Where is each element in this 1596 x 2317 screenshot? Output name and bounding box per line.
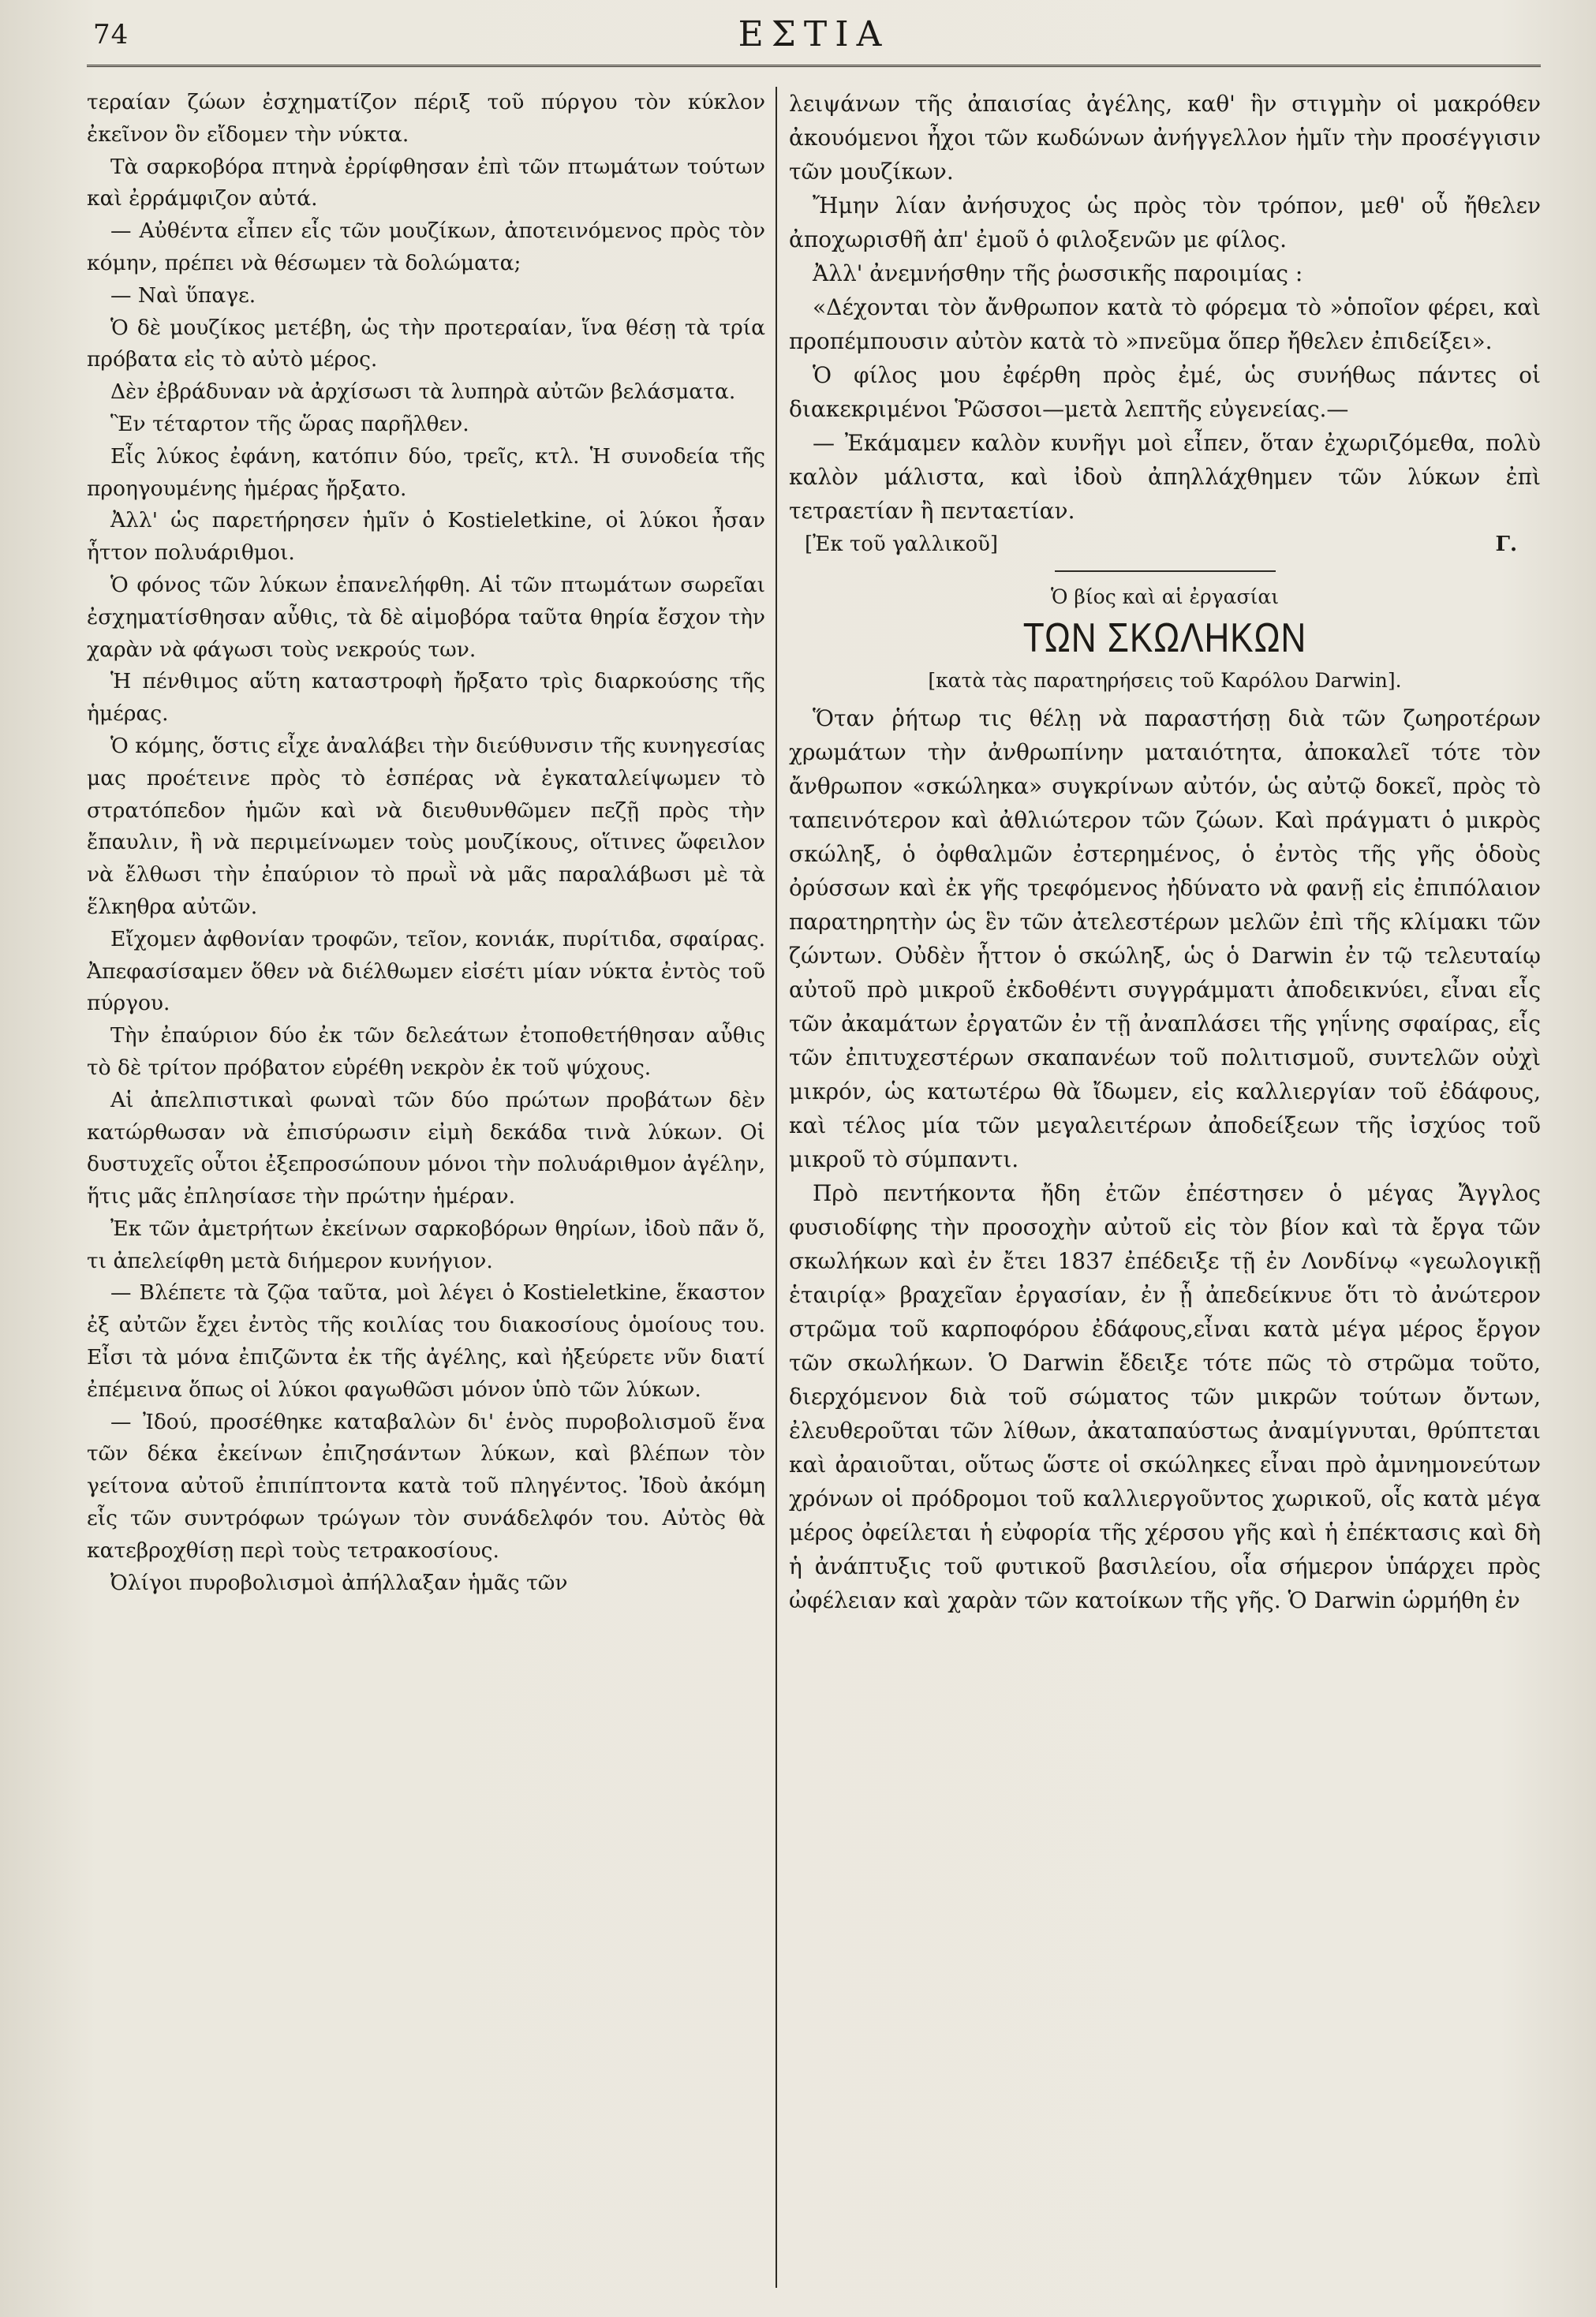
paragraph: Εἷς λύκος ἐφάνη, κατόπιν δύο, τρεῖς, κτλ. Ἡ συνοδεία τῆς προηγουμένης ἡμέρας ἤρξατο.: [87, 443, 765, 501]
paragraph: Ἐκ τῶν ἀμετρήτων ἐκείνων σαρκοβόρων θηρίων, ἰδοὺ πᾶν ὅ, τι ἀπελείφθη μετὰ διήμερον κυνήγιον.: [87, 1216, 765, 1273]
paragraph: — Αὐθέντα εἶπεν εἷς τῶν μουζίκων, ἀποτεινόμενος πρὸς τὸν κόμην, πρέπει νὰ θέσωμεν τὰ δολώματα;: [87, 219, 765, 275]
right-column: [789, 87, 1541, 2301]
paragraph: τεραίαν ζώων ἐσχηματίζον πέριξ τοῦ πύργου τὸν κύκλον ἐκεῖνον ὃν εἴδομεν τὴν νύκτα.: [87, 90, 765, 147]
paragraph: Ὁ κόμης, ὅστις εἶχε ἀναλάβει τὴν διεύθυνσιν τῆς κυνηγεσίας μας προέτεινε πρὸς τὸ ἑσπέρας νὰ ἐγκαταλείψωμεν τὸ στρατόπεδον ἡμῶν καὶ νὰ διευθυνθῶμεν πεζῇ πρὸς τὴν ἔπαυλιν, ἢ νὰ περιμείνωμεν τοὺς μουζίκους, οἵτινες ὤφειλον νὰ ἔλθωσι τὴν ἐπαύριον τὸ πρωῒ νὰ μᾶς παραλάβωσι μὲ τὰ ἕλκηθρα αὐτῶν.: [87, 733, 765, 919]
paragraph: Ὅταν ῥήτωρ τις θέλῃ νὰ παραστήσῃ διὰ τῶν ζωηροτέρων χρωμάτων τὴν ἀνθρωπίνην ματαιότητα, ἀποκαλεῖ τότε τὸν ἄνθρωπον «σκώληκα» συγκρίνων αὐτόν, ὡς αὐτῷ δοκεῖ, πρὸς τὸ ταπεινότερον καὶ ἀθλιώτερον τῶν ζώων. Καὶ πράγματι ὁ μικρὸς σκώληξ, ὁ ὀφθαλμῶν ἐστερημένος, ὁ ἐντὸς τῆς γῆς ὁδοὺς ὀρύσσων καὶ ἐκ γῆς τρεφόμενος ἠδύνατο νὰ φανῇ εἰς ἐπιπόλαιον παρατηρητὴν ὡς ἓν τῶν ἀτελεστέρων μελῶν ἐπὶ τῆς κλίμακι τῶν ζώντων. Οὐδὲν ἧττον ὁ σκώληξ, ὡς ὁ Darwin ἐν τῷ τελευταίῳ αὐτοῦ πρὸ μικροῦ ἐκδοθέντι συγγράμματι ἀποδεικνύει, εἶναι εἷς τῶν ἀκαμάτων ἐργατῶν ἐν τῇ ἀναπλάσει τῆς γηΐνης σφαίρας, εἷς τῶν ἐπιτυχεστέρων σκαπανέων τοῦ πολιτισμοῦ, συντελῶν οὐχὶ μικρόν, ὡς κατωτέρω θὰ ἴδωμεν, εἰς καλλιεργίαν τοῦ ἐδάφους, καὶ τέλος μία τῶν μεγαλειτέρων ἀποδείξεων τῆς ἰσχύος τοῦ μικροῦ τὸ σύμπαντι.: [789, 705, 1541, 1172]
paragraph: Ὁ δὲ μουζίκος μετέβη, ὡς τὴν προτεραίαν, ἵνα θέσῃ τὰ τρία πρόβατα εἰς τὸ αὐτὸ μέρος.: [87, 315, 765, 372]
paragraph: Τὴν ἐπαύριον δύο ἐκ τῶν δελεάτων ἐτοποθετήθησαν αὖθις τὸ δὲ τρίτον πρόβατον εὑρέθη νεκρὸν ἐκ τοῦ ψύχους.: [87, 1023, 765, 1080]
paragraph: — Βλέπετε τὰ ζῷα ταῦτα, μοὶ λέγει ὁ Kostieletkine, ἕκαστον ἐξ αὐτῶν ἔχει ἐντὸς τῆς κοιλίας του διακοσίους ὁμοίους του. Εἶσι τὰ μόνα ἐπιζῶντα ἐκ τῆς ἀγέλης, καὶ ἠξεύρετε νῦν διατί ἐπέμεινα ὅπως οἱ λύκοι φαγωθῶσι μόνον ὑπὸ τῶν λύκων.: [87, 1280, 765, 1402]
proverb-quote: «Δέχονται τὸν ἄνθρωπον κατὰ τὸ φόρεμα τὸ »ὁποῖον φέρει, καὶ προπέμπουσιν αὐτὸν κατὰ τὸ »πνεῦμα ὅπερ ἤθελεν ἐπιδείξει».: [789, 294, 1541, 354]
paragraph: Ἀλλ' ἀνεμνήσθην τῆς ῥωσσικῆς παροιμίας :: [813, 260, 1303, 286]
page-number: 74: [93, 19, 129, 50]
paragraph: λειψάνων τῆς ἀπαισίας ἀγέλης, καθ' ἣν στιγμὴν οἱ μακρόθεν ἀκουόμενοι ἦχοι τῶν κωδώνων ἀνήγγελλον ἡμῖν τὴν προσέγγισιν τῶν μουζίκων.: [789, 91, 1541, 185]
paragraph: Ὁ φόνος τῶν λύκων ἐπανελήφθη. Αἱ τῶν πτωμάτων σωρεῖαι ἐσχηματίσθησαν αὖθις, τὰ δὲ αἱμοβόρα ταῦτα θηρία ἔσχον τὴν χαρὰν νὰ φάγωσι τοὺς νεκρούς των.: [87, 572, 765, 662]
paragraph: Ὀλίγοι πυροβολισμοὶ ἀπήλλαξαν ἡμᾶς τῶν: [110, 1570, 568, 1595]
paragraph: Ἀλλ' ὡς παρετήρησεν ἡμῖν ὁ Kostieletkine, οἱ λύκοι ἦσαν ἧττον πολυάριθμοι.: [87, 508, 765, 566]
article-title: ΤΩΝ ΣΚΩΛΗΚΩΝ: [1022, 615, 1307, 661]
left-column: [87, 87, 765, 2301]
source-line: [789, 528, 1541, 561]
header-rule: [87, 65, 1541, 67]
paragraph: Τὰ σαρκοβόρα πτηνὰ ἐρρίφθησαν ἐπὶ τῶν πτωμάτων τούτων καὶ ἐρράμφιζον αὐτά.: [87, 154, 765, 211]
source-note: [Ἐκ τοῦ γαλλικοῦ]: [805, 533, 999, 556]
paragraph: Ἓν τέταρτον τῆς ὥρας παρῆλθεν.: [110, 411, 469, 436]
article-subtitle: [κατὰ τὰς παρατηρήσεις τοῦ Καρόλου Darwin].: [928, 669, 1402, 692]
paragraph: Αἱ ἀπελπιστικαὶ φωναὶ τῶν δύο πρώτων προβάτων δὲν κατώρθωσαν νὰ ἐπισύρωσιν εἰμὴ δεκάδα τινὰ λύκων. Οἱ δυστυχεῖς οὗτοι ἐξεπροσώπουν μόνοι τὴν πολυάριθμον ἀγέλην, ἥτις μᾶς ἐπλησίασε τὴν πρώτην ἡμέραν.: [87, 1087, 765, 1209]
paragraph: Πρὸ πεντήκοντα ἤδη ἐτῶν ἐπέστησεν ὁ μέγας Ἄγγλος φυσιοδίφης τὴν προσοχὴν αὐτοῦ εἰς τὸν βίον καὶ τὰ ἔργα τῶν σκωλήκων καὶ ἐν ἔτει 1837 ἐπέδειξε τῇ ἐν Λονδίνῳ «γεωλογικῇ ἑταιρίᾳ» βραχεῖαν ἐργασίαν, ἐν ᾗ ἀπεδείκνυε ὅτι τὸ ἀνώτερον στρῶμα τοῦ καρποφόρου ἐδάφους,εἶναι κατὰ μέγα μέρος ἔργον τῶν σκωλήκων. Ὁ Darwin ἔδειξε τότε πῶς τὸ στρῶμα τοῦτο, διερχόμενον διὰ τοῦ σώματος τῶν μικρῶν τούτων ὄντων, ἐλευθεροῦται τῶν λίθων, ἀκαταπαύστως ἀναμίγνυται, θρύπτεται καὶ ἀραιοῦται, οὕτως ὥστε οἱ σκώληκες εἶναι πρὸ ἀμνημονεύτων χρόνων οἱ πρόδρομοι τοῦ καλλιεργοῦντος χωρικοῦ, οἷς κατὰ μέγα μέρος ὀφείλεται ἡ εὐφορία τῆς χέρσου γῆς καὶ ἡ ἐπέκτασις καὶ δὴ ἡ ἀνάπτυξις τοῦ φυτικοῦ βασιλείου, οἷα σήμερον ὑπάρχει πρὸς ὠφέλειαν καὶ χαρὰν τῶν κατοίκων τῆς γῆς. Ὁ Darwin ὡρμήθη ἐν: [789, 1180, 1541, 1613]
paragraph: Εἴχομεν ἀφθονίαν τροφῶν, τεῖον, κονιάκ, πυρίτιδα, σφαίρας. Ἀπεφασίσαμεν ὅθεν νὰ διέλθωμεν εἰσέτι μίαν νύκτα ἐντὸς τοῦ πύργου.: [87, 926, 765, 1016]
paragraph: Ἤμην λίαν ἀνήσυχος ὡς πρὸς τὸν τρόπον, μεθ' οὗ ἤθελεν ἀποχωρισθῆ ἀπ' ἐμοῦ ὁ φιλοξενῶν με φίλος.: [789, 192, 1541, 252]
paragraph: — Ἰδού, προσέθηκε καταβαλὼν δι' ἑνὸς πυροβολισμοῦ ἕνα τῶν δέκα ἐκείνων ἐπιζησάντων λύκων, καὶ βλέπων τὸν γείτονα αὐτοῦ ἐπιπίπτοντα κατὰ τοῦ πληγέντος. Ἰδοὺ ἀκόμη εἷς τῶν συντρόφων τρώγων τὸν συνάδελφόν του. Αὐτὸς θὰ κατεβροχθίσῃ περὶ τοὺς τετρακοσίους.: [87, 1409, 765, 1563]
article-pretitle: Ὁ βίος καὶ αἱ ἐργασίαι: [1050, 585, 1280, 608]
paragraph: Ὁ φίλος μου ἐφέρθη πρὸς ἐμέ, ὡς συνήθως πάντες οἱ διακεκριμένοι Ῥῶσσοι—μετὰ λεπτῆς εὐγενείας.—: [789, 362, 1541, 422]
paragraph: Ἡ πένθιμος αὕτη καταστροφὴ ἤρξατο τρὶς διαρκούσης τῆς ἡμέρας.: [87, 669, 765, 727]
paragraph: Δὲν ἐβράδυναν νὰ ἀρχίσωσι τὰ λυπηρὰ αὐτῶν βελάσματα.: [110, 379, 736, 405]
paragraph: — Ἐκάμαμεν καλὸν κυνῆγι μοὶ εἶπεν, ὅταν ἐχωριζόμεθα, πολὺ καλὸν μάλιστα, καὶ ἰδοὺ ἀπηλλάχθημεν τῶν λύκων ἐπὶ τετραετίαν ἢ πενταετίαν.: [789, 430, 1541, 524]
section-divider: [1055, 570, 1276, 572]
text-columns: [87, 87, 1541, 2301]
paragraph: — Ναὶ ὕπαγε.: [110, 282, 256, 308]
author-initials: Γ.: [1495, 533, 1517, 556]
column-divider: [776, 87, 777, 2288]
journal-title: ΕΣΤΙΑ: [738, 14, 890, 54]
running-head: [87, 14, 1541, 62]
